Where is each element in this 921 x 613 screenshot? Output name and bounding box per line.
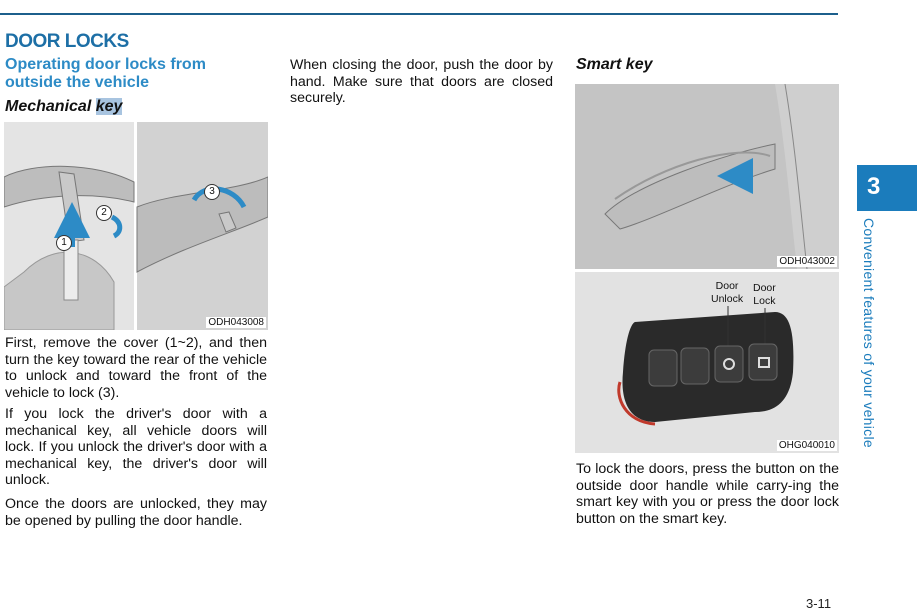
figure-code: ODH043008 [208, 317, 264, 328]
figure-code: OHG040010 [778, 440, 835, 451]
paragraph-smart-key: To lock the doors, press the button on the outside door handle while carry-ing the smart key with you or press the door lock button on the smart key. [576, 461, 839, 527]
smart-key-illustration [575, 272, 839, 453]
page-number: 3-11 [806, 596, 832, 611]
header-rule [0, 13, 838, 15]
paragraph-key-operation: First, remove the cover (1~2), and then turn the key toward the rear of the vehicle to unlock and toward the front of the vehicle to lock (3). [5, 335, 267, 401]
figure-code: ODH043002 [779, 256, 835, 267]
chapter-tab [857, 165, 917, 211]
door-lock-label: Door Lock [753, 282, 776, 307]
callout-3: 3 [204, 184, 220, 200]
chapter-title-vertical: Convenient features of your vehicle [861, 218, 877, 448]
subtitle: Operating door locks from outside the vehicle [5, 56, 206, 91]
door-handle-illustration [575, 84, 839, 269]
callout-1: 1 [56, 235, 72, 251]
smart-key-figure [575, 272, 839, 453]
paragraph-closing-door: When closing the door, push the door by hand. Make sure that doors are closed securely. [290, 57, 553, 107]
mechanical-key-heading: Mechanical key [5, 98, 123, 115]
chapter-number: 3 [867, 173, 881, 200]
mechanical-key-figure [4, 122, 268, 330]
door-unlock-label: Door Unlock [711, 280, 744, 305]
section-title: DOOR LOCKS [5, 31, 129, 52]
callout-2: 2 [96, 205, 112, 221]
door-handle-figure [575, 84, 839, 269]
paragraph-driver-door: If you lock the driver's door with a mechanical key, all vehicle doors will lock. If you unlock the driver's door with a mechanical key, the driver's door will unlock. [5, 406, 267, 489]
paragraph-door-handle: Once the doors are unlocked, they may be opened by pulling the door handle. [5, 496, 267, 529]
mechanical-key-illustration [4, 122, 268, 330]
highlighted-word: key [95, 98, 123, 115]
smart-key-heading: Smart key [576, 56, 653, 73]
